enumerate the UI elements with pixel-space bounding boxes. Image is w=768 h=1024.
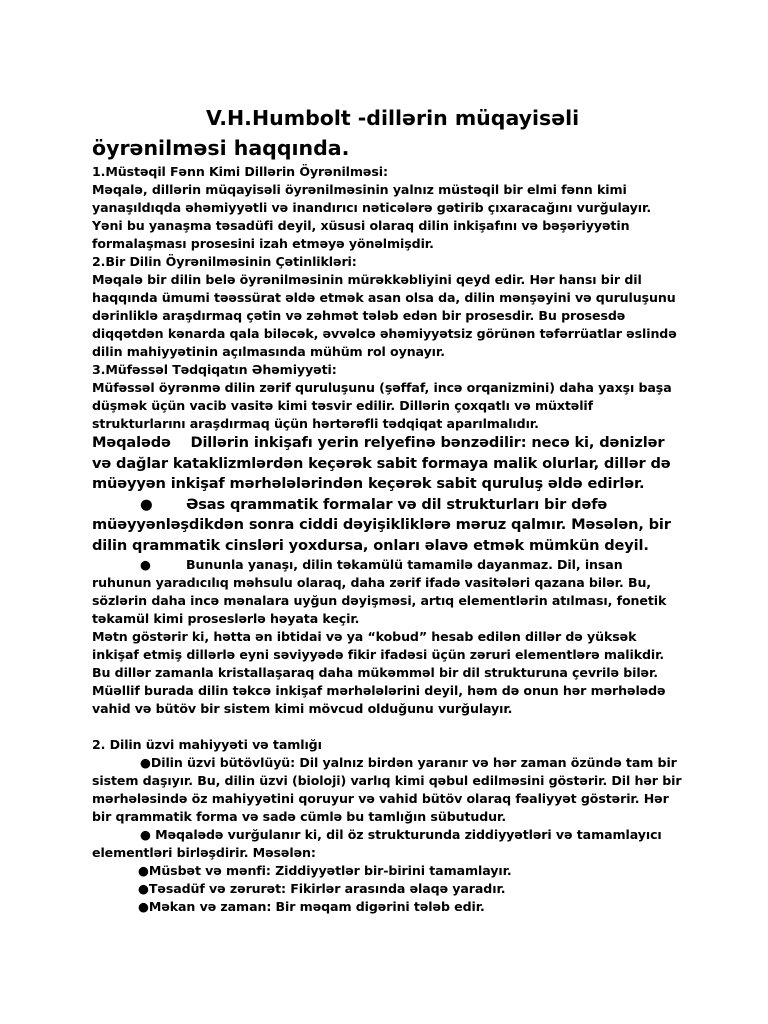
sub-bullet-chance-necessity: ●Təsadüf və zərurət: Fikirlər arasında əlaqə yaradır. xyxy=(138,881,506,896)
document-page xyxy=(92,103,682,916)
section-3-heading: 3.Müfəssəl Tədqiqatın Əhəmiyyəti: xyxy=(92,362,337,377)
organic-wholeness-bullet: ●Dilin üzvi bütövlüyü: Dil yalnız birdən yaranır və hər zaman özündə tam bir sistem daşıyır. Bu, dilin üzvi (bioloji) varlıq kimi qəbul edilməsini göstərir. Dil hər bir mərhələsində öz mahiyyətini qoruyur və vahid bütöv olaraq fəaliyyət göstərir. Hər bir qrammatik forma və sadə cümlə bu tamlığın sübutudur. xyxy=(92,755,682,824)
title-line-1: V.H.Humbolt -dillərin müqayisəli xyxy=(206,106,580,130)
primitive-languages-paragraph: Mətn göstərir ki, hətta ən ibtidai və ya “kobud” hesab edilən dillər də yüksək inkişaf etmiş dillərlə eyni səviyyədə fikir ifadəsi üçün zəruri elementlərə malikdir. Bu dillər zamanla kristallaşaraq daha mükəmməl bir dil strukturuna çevrilə bilər. Müəllif burada dilin təkcə inkişaf mərhələlərini deyil, həm də onun hər mərhələdə vahid və bütöv bir sistem kimi mövcud olduğunu vurğulayır. xyxy=(92,629,666,716)
part-2-heading: 2. Dilin üzvi mahiyyəti və tamlığı xyxy=(92,737,322,752)
title-line-2: öyrənilməsi haqqında. xyxy=(92,136,350,160)
section-2-heading: 2.Bir Dilin Öyrənilməsinin Çətinlikləri: xyxy=(92,254,357,269)
bullet-dot-icon: ● xyxy=(140,495,153,513)
blank-line xyxy=(92,718,682,736)
section-2-body: Məqalə bir dilin belə öyrənilməsinin mürəkkəbliyini qeyd edir. Hər hansı bir dil haqqında ümumi təəssürat əldə etmək asan olsa da, dilin mənşəyini və quruluşunu dərinliklə araşdırmaq çətin və zəhmət tələb edən bir prosesdir. Bu prosesdə diqqətdən kənarda qala biləcək, əvvəlcə əhəmiyyətsiz görünən təfərrüatlar əslində dilin mahiyyətinin açılmasında mühüm rol oynayır. xyxy=(92,272,677,359)
sub-bullet-positive-negative: ●Müsbət və mənfi: Ziddiyyətlər bir-birini tamamlayır. xyxy=(138,863,512,878)
grammar-forms-bullet xyxy=(92,495,682,557)
page-title xyxy=(92,103,682,163)
section-3-body: Müfəssəl öyrənmə dilin zərif quruluşunu (şəffaf, incə orqanizmini) daha yaxşı başa düşmək üçün vacib vasitə kimi təsvir edilir. Dillərin çoxqatlı və müxtəlif strukturlarını araşdırmaq üçün hərtərəfli tədqiqat aparılmalıdır. xyxy=(92,380,672,431)
evolution-text: Bununla yanaşı, dilin təkamülü tamamilə dayanmaz. Dil, insan ruhunun yaradıcılıq məhsulu olaraq, daha zərif ifadə vasitələri qazana bilər. Bu, sözlərin daha incə mənalara uyğun dəyişməsi, artıq elementlərin atılması, fonetik təkamül kimi proseslərlə həyata keçir. xyxy=(92,557,667,626)
section-1-heading: 1.Müstəqil Fənn Kimi Dillərin Öyrənilməsi: xyxy=(92,164,388,179)
section-1-body: Məqalə, dillərin müqayisəli öyrənilməsinin yalnız müstəqil bir elmi fənn kimi yanaşıldıqda əhəmiyyətli və inandırıcı nəticələrə gətirib çıxaracağını vurğulayır. Yəni bu yanaşma təsadüfi deyil, xüsusi olaraq dilin inkişafını və bəşəriyyətin formalaşması prosesini izah etməyə yönəlmişdir. xyxy=(92,182,651,251)
evolution-bullet xyxy=(92,556,682,628)
grammar-forms-text: Əsas qrammatik formalar və dil strukturları bir dəfə müəyyənləşdikdən sonra ciddi dəyişikliklərə məruz qalmır. Məsələn, bir dilin qrammatik cinsləri yoxdursa, onları əlavə etmək mümkün deyil. xyxy=(92,495,671,554)
relief-comparison-paragraph: Məqalədə Dillərin inkişafı yerin relyefinə bənzədilir: necə ki, dənizlər və dağlar kataklizmlərdən keçərək sabit formaya malik olurlar, dillər də müəyyən inkişaf mərhələlərindən keçərək sabit quruluş əldə edirlər. xyxy=(92,434,676,492)
contradictions-bullet: ● Məqalədə vurğulanır ki, dil öz strukturunda ziddiyyətləri və tamamlayıcı elementləri birləşdirir. Məsələn: xyxy=(92,827,662,860)
sub-bullet-space-time: ●Məkan və zaman: Bir məqam digərini tələb edir. xyxy=(138,899,485,914)
bullet-dot-icon: ● xyxy=(140,557,151,572)
